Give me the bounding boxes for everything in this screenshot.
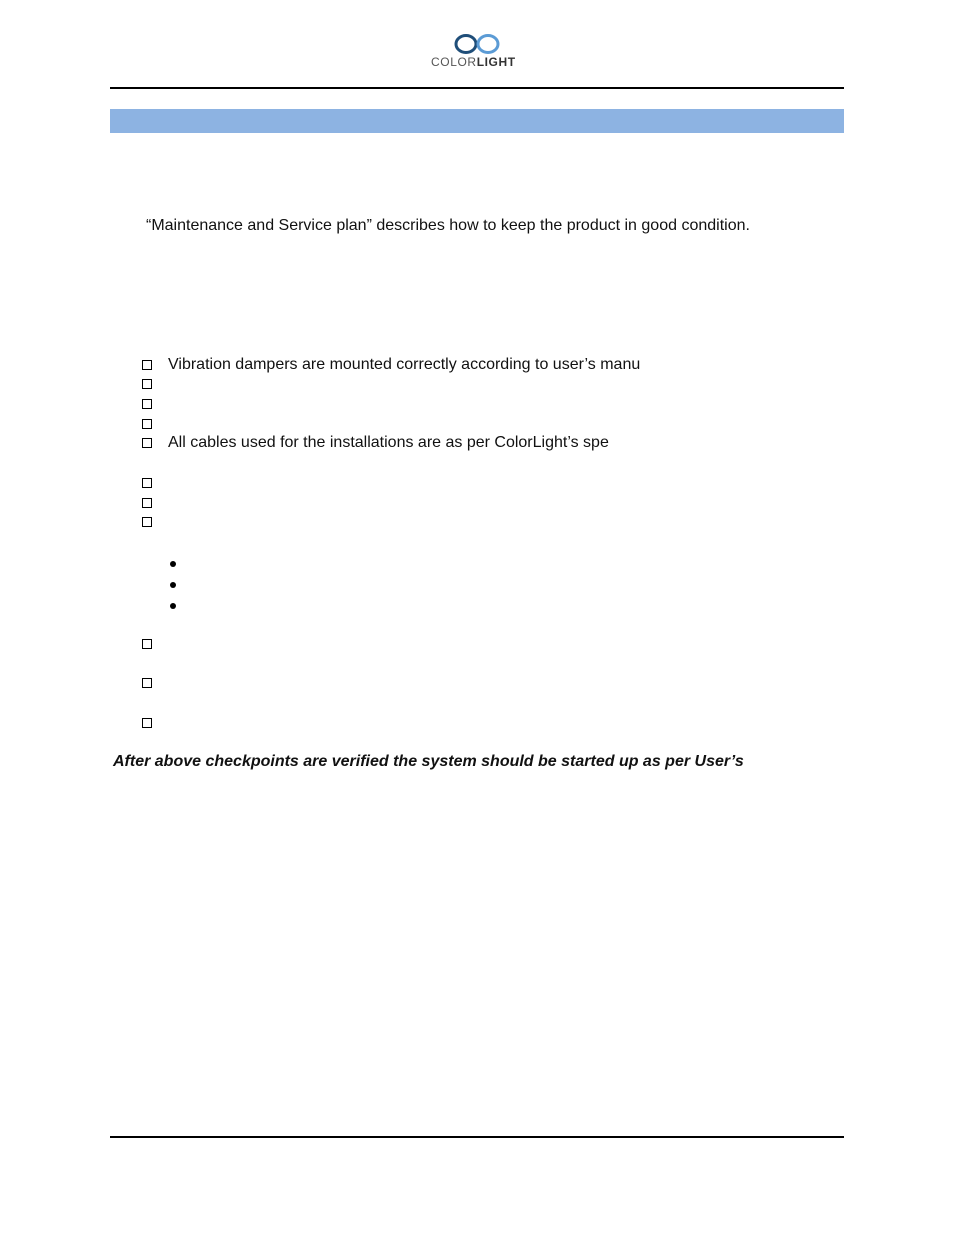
checkbox-8[interactable] [142, 517, 152, 527]
checkbox-5[interactable] [142, 438, 152, 448]
checkbox-3[interactable] [142, 399, 152, 409]
closing-note: After above checkpoints are verified the system should be started up as per User’s [113, 753, 744, 770]
intro-paragraph: “Maintenance and Service plan” describes how to keep the product in good condition. [146, 217, 750, 234]
checkbox-1[interactable] [142, 360, 152, 370]
bullet-1 [170, 561, 176, 567]
logo-wordmark [431, 55, 523, 69]
colorlight-logo [431, 33, 523, 73]
checklist-item-1: Vibration dampers are mounted correctly according to user’s manu [168, 356, 641, 373]
checkbox-11[interactable] [142, 718, 152, 728]
checkbox-7[interactable] [142, 498, 152, 508]
header-rule [110, 87, 844, 89]
bullet-2 [170, 582, 176, 588]
checkbox-4[interactable] [142, 419, 152, 429]
section-heading-band [110, 109, 844, 133]
checkbox-2[interactable] [142, 379, 152, 389]
checkbox-9[interactable] [142, 639, 152, 649]
checklist-item-5: All cables used for the installations are as per ColorLight’s spe [168, 434, 609, 451]
footer-rule [110, 1136, 844, 1138]
checkbox-10[interactable] [142, 678, 152, 688]
logo-text-light: COLOR [431, 55, 477, 69]
infinity-logo-icon [454, 33, 500, 55]
bullet-3 [170, 603, 176, 609]
checkbox-6[interactable] [142, 478, 152, 488]
logo-text-bold: LIGHT [476, 55, 516, 69]
